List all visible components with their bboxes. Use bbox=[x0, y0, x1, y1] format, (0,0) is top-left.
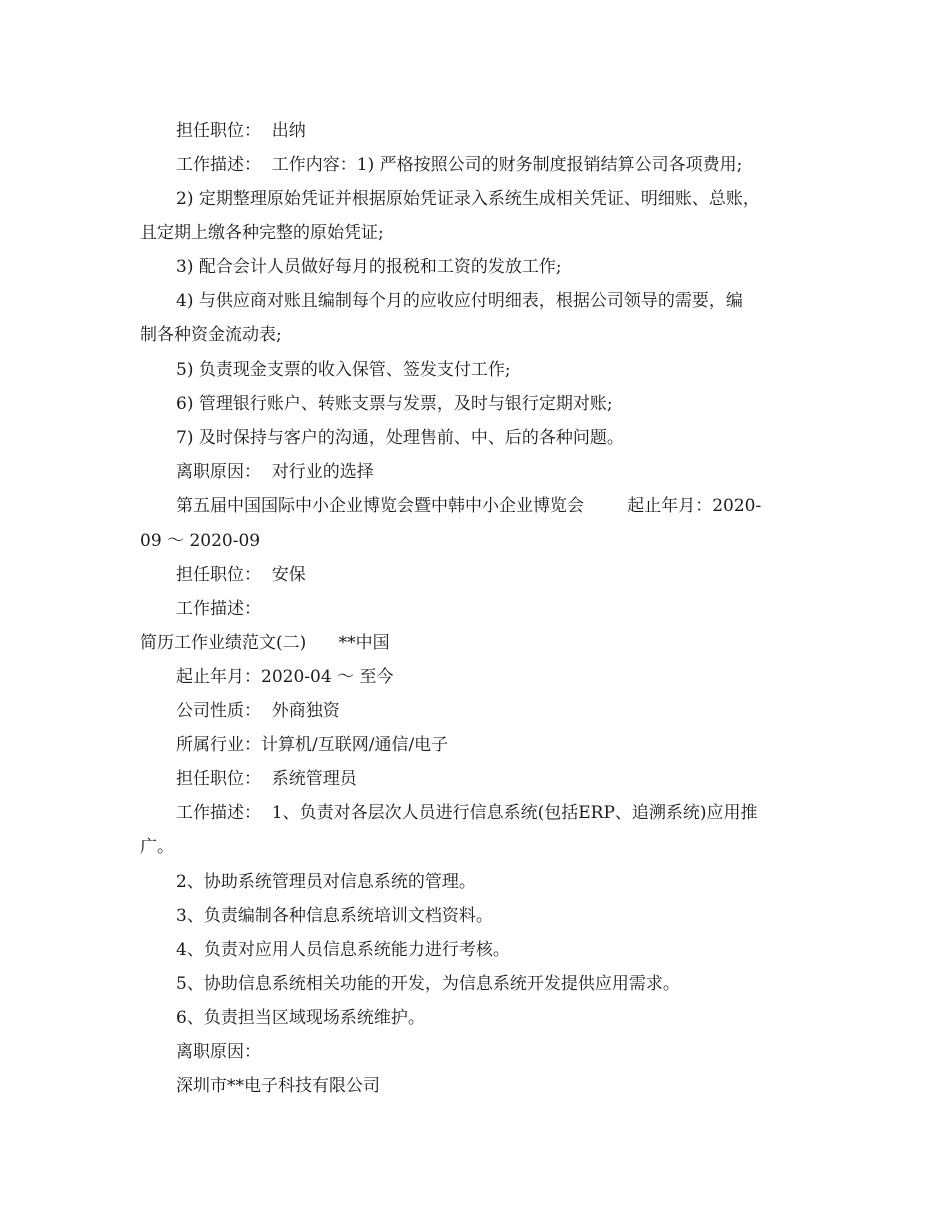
company-type: 公司性质： 外商独资 bbox=[176, 701, 340, 721]
industry: 所属行业：计算机/互联网/通信/电子 bbox=[176, 735, 449, 755]
leave-reason-cashier: 离职原因： 对行业的选择 bbox=[176, 462, 374, 482]
company-name-shenzhen: 深圳市**电子科技有限公司 bbox=[176, 1076, 380, 1096]
duty-item-4: 4) 与供应商对账且编制每个月的应收应付明细表，根据公司领导的需要，编 bbox=[176, 291, 743, 311]
sysadmin-duty-5: 5、协助信息系统相关功能的开发，为信息系统开发提供应用需求。 bbox=[176, 974, 680, 994]
duty-item-2-continued: 且定期上缴各种完整的原始凭证; bbox=[140, 223, 384, 243]
expo-period-continued: 09 ～ 2020-09 bbox=[140, 531, 261, 551]
duty-item-2: 2) 定期整理原始凭证并根据原始凭证录入系统生成相关凭证、明细账、总账， bbox=[176, 189, 760, 209]
duty-item-4-continued: 制各种资金流动表; bbox=[140, 325, 282, 345]
job-description-sysadmin: 工作描述： 1、负责对各层次人员进行信息系统(包括ERP、追溯系统)应用推 bbox=[176, 803, 758, 823]
duty-item-3: 3) 配合会计人员做好每月的报税和工资的发放工作; bbox=[176, 257, 562, 277]
job-description-security: 工作描述： bbox=[176, 599, 261, 619]
duty-item-7: 7) 及时保持与客户的沟通，处理售前、中、后的各种问题。 bbox=[176, 428, 624, 448]
duty-item-6: 6) 管理银行账户、转账支票与发票，及时与银行定期对账; bbox=[176, 394, 613, 414]
position-sysadmin: 担任职位： 系统管理员 bbox=[176, 769, 357, 789]
position-cashier: 担任职位： 出纳 bbox=[176, 121, 306, 141]
position-security: 担任职位： 安保 bbox=[176, 565, 306, 585]
sysadmin-duty-2: 2、协助系统管理员对信息系统的管理。 bbox=[176, 872, 476, 892]
section-heading: 简历工作业绩范文(二) **中国 bbox=[140, 633, 390, 653]
sysadmin-duty-3: 3、负责编制各种信息系统培训文档资料。 bbox=[176, 906, 493, 926]
sysadmin-duty-4: 4、负责对应用人员信息系统能力进行考核。 bbox=[176, 940, 510, 960]
job-description-cashier: 工作描述： 工作内容：1) 严格按照公司的财务制度报销结算公司各项费用; bbox=[176, 155, 743, 175]
sysadmin-duty-6: 6、负责担当区域现场系统维护。 bbox=[176, 1008, 425, 1028]
duty-item-5: 5) 负责现金支票的收入保管、签发支付工作; bbox=[176, 360, 511, 380]
expo-company-period: 第五届中国国际中小企业博览会暨中韩中小企业博览会 起止年月：2020- bbox=[176, 496, 762, 516]
job-description-sysadmin-continued: 广。 bbox=[140, 837, 174, 857]
leave-reason-sysadmin: 离职原因： bbox=[176, 1042, 261, 1062]
period-sysadmin: 起止年月：2020-04 ～ 至今 bbox=[176, 667, 394, 687]
